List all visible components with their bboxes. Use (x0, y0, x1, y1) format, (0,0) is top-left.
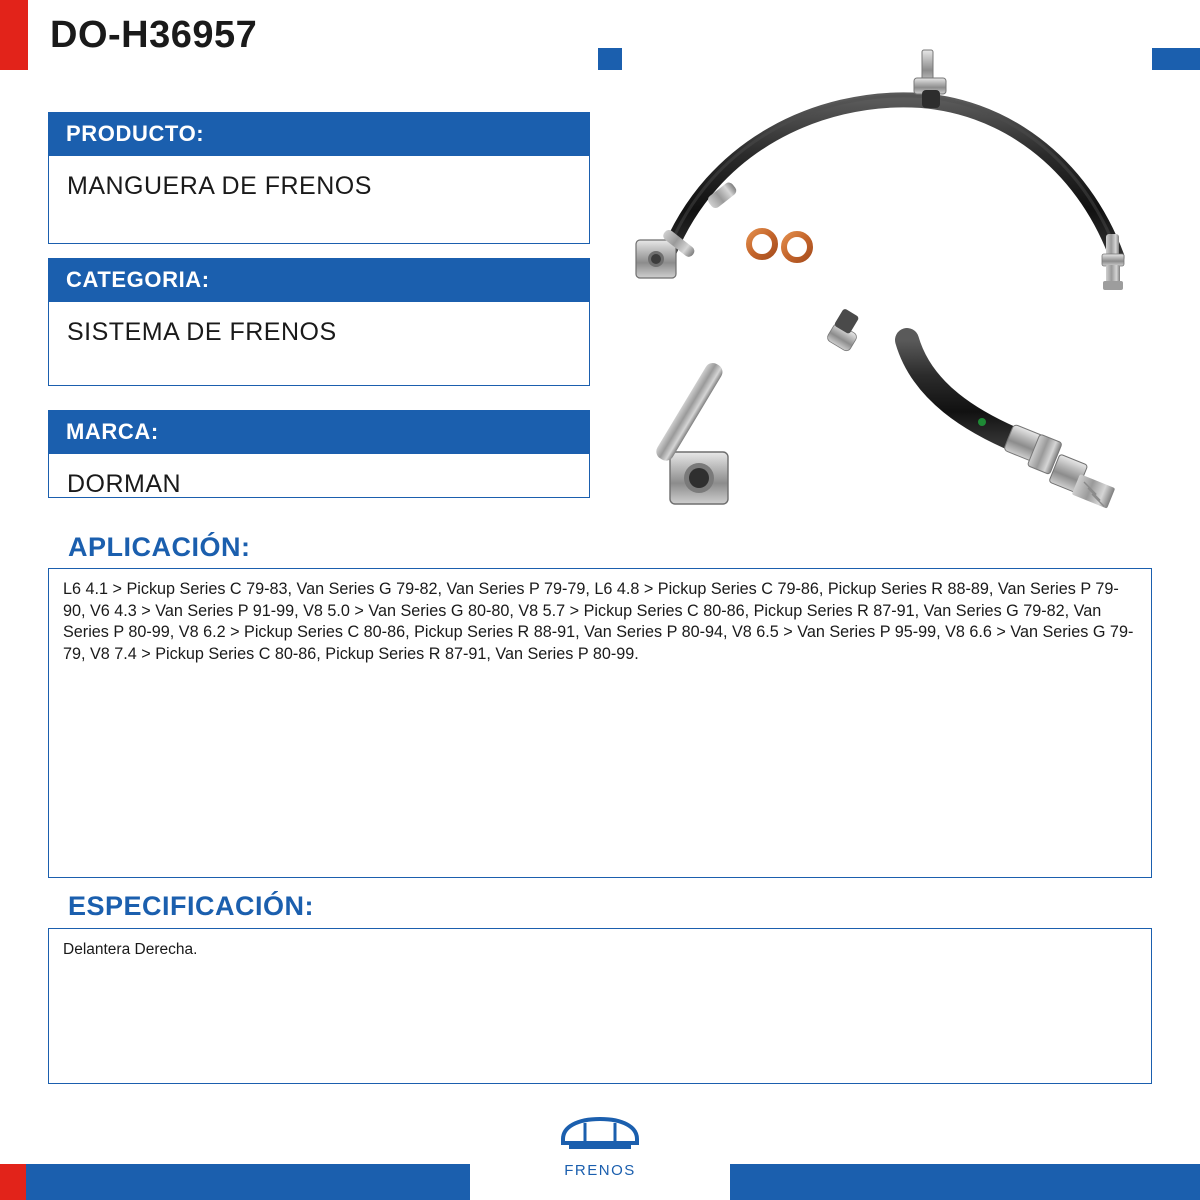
aplicacion-text: L6 4.1 > Pickup Series C 79-83, Van Series G 79-82, Van Series P 79-79, L6 4.8 > Pickup Series C 79-86, Pickup Series R 88-89, Van Series P 79-90, V6 4.3 > Van Series P 91-99, V8 5.0 > Van Series G 80-80, V8 5.7 > Pickup Series C 80-86, Pickup Series R 87-91, Van Series G 79-82, Van Series P 80-99, V8 6.2 > Pickup Series C 80-86, Pickup Series R 88-91, Van Series P 80-94, V8 6.5 > Van Series P 95-99, V8 6.6 > Van Series G 79-79, V8 7.4 > Pickup Series C 80-86, Pickup Series R 87-91, Van Series P 80-99. (63, 580, 1134, 663)
footer-bar-left (0, 1164, 470, 1200)
footer-brand (470, 1105, 730, 1200)
footer-bar-right (730, 1164, 1200, 1200)
categoria-label: CATEGORIA: (48, 258, 590, 302)
product-image (622, 22, 1152, 547)
categoria-value: SISTEMA DE FRENOS (48, 302, 590, 386)
producto-label: PRODUCTO: (48, 112, 590, 156)
especificacion-heading: ESPECIFICACIÓN: (68, 891, 315, 921)
especificacion-box (48, 928, 1152, 1084)
aplicacion-box (48, 568, 1152, 878)
header-red-accent (0, 0, 28, 70)
marca-label: MARCA: (48, 410, 590, 454)
footer-label: FRENOS (564, 1162, 636, 1179)
brake-pad-icon (470, 1113, 730, 1160)
producto-value: MANGUERA DE FRENOS (48, 156, 590, 244)
marca-value: DORMAN (48, 454, 590, 498)
page-title: DO-H36957 (50, 14, 258, 56)
aplicacion-heading: APLICACIÓN: (68, 532, 251, 562)
footer-red-accent (0, 1164, 26, 1200)
especificacion-text: Delantera Derecha. (63, 941, 198, 958)
